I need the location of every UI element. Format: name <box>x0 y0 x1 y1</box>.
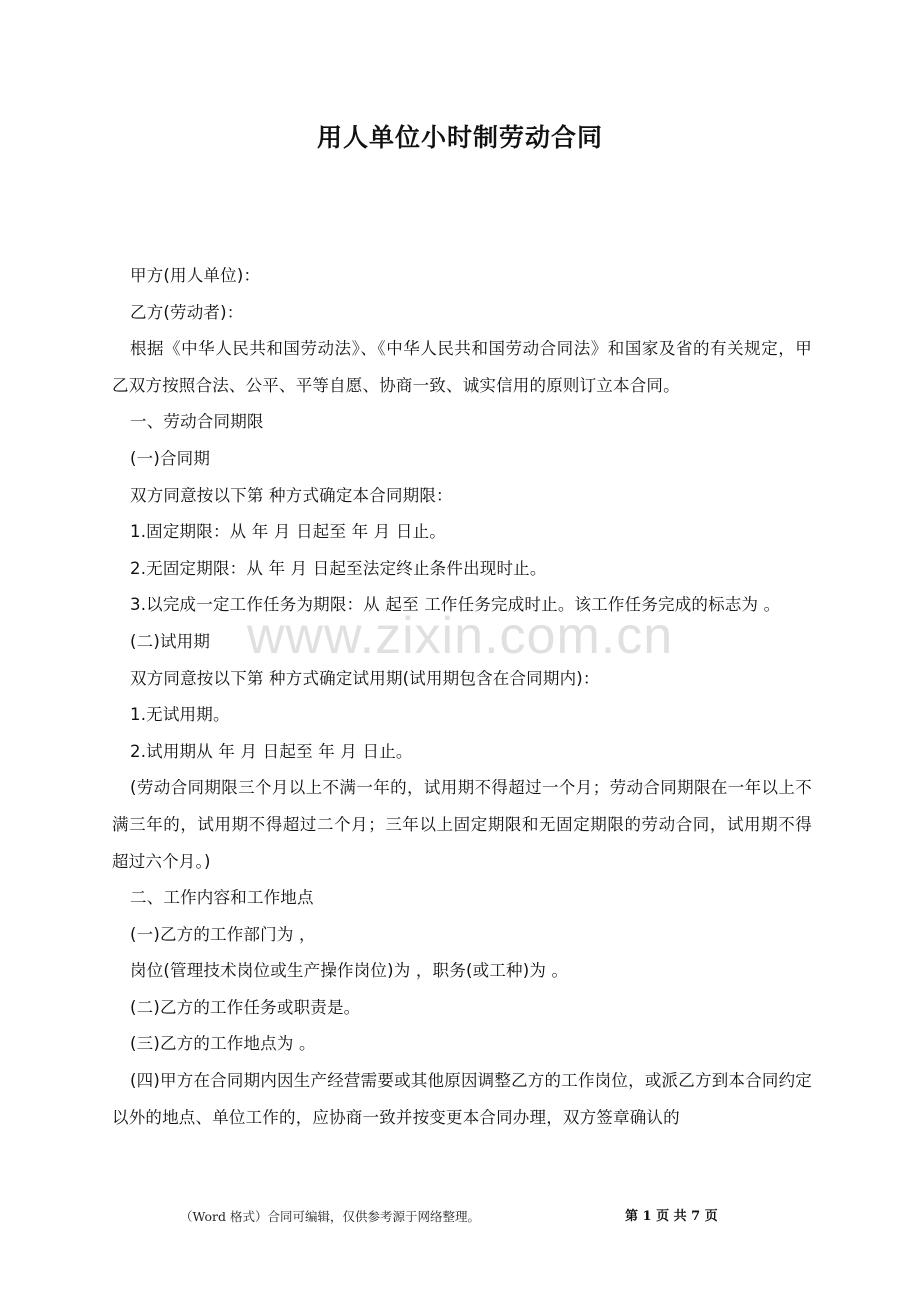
list-item: 3.以完成一定工作任务为期限：从 起至 工作任务完成时止。该工作任务完成的标志为 。 <box>130 595 781 615</box>
paragraph: 乙方(劳动者)： <box>130 302 244 322</box>
document-title: 用人单位小时制劳动合同 <box>316 123 603 152</box>
section-heading: 二、工作内容和工作地点 <box>130 888 314 908</box>
paragraph: 岗位(管理技术岗位或生产操作岗位)为 ，职务(或工种)为 。 <box>130 961 569 981</box>
footer-note: （Word 格式）合同可编辑，仅供参考源于网络整理。 <box>180 1209 480 1224</box>
subsection-heading: (一)合同期 <box>130 448 211 468</box>
page-indicator: 第 1 页 共 7 页 <box>625 1209 718 1224</box>
paragraph: 双方同意按以下第 种方式确定本合同期限： <box>130 485 453 505</box>
paragraph: 双方同意按以下第 种方式确定试用期(试用期包含在合同期内)： <box>130 668 600 688</box>
list-item: 2.试用期从 年 月 日起至 年 月 日止。 <box>130 741 413 761</box>
subsection-item: (三)乙方的工作地点为 。 <box>130 1034 316 1054</box>
subsection-item: (二)乙方的工作任务或职责是。 <box>130 997 361 1017</box>
list-item: 1.无试用期。 <box>130 705 230 725</box>
section-heading: 一、劳动合同期限 <box>130 412 264 432</box>
document-body <box>112 258 812 1136</box>
note-paragraph: (劳动合同期限三个月以上不满一年的，试用期不得超过一个月；劳动合同期限在一年以上不满三年的，试用期不得超过二个月；三年以上固定期限和无固定期限的劳动合同，试用期不得超过六个月。) <box>112 778 812 871</box>
list-item: 2.无固定期限：从 年 月 日起至法定终止条件出现时止。 <box>130 558 547 578</box>
subsection-item: (四)甲方在合同期内因生产经营需要或其他原因调整乙方的工作岗位，或派乙方到本合同约定以外的地点、单位工作的，应协商一致并按变更本合同办理，双方签章确认的 <box>112 1071 812 1127</box>
list-item: 1.固定期限：从 年 月 日起至 年 月 日止。 <box>130 522 447 542</box>
watermark: www.zixin.com.cn <box>246 607 674 665</box>
paragraph: 根据《中华人民共和国劳动法》、《中华人民共和国劳动合同法》和国家及省的有关规定，甲乙双方按照合法、公平、平等自愿、协商一致、诚实信用的原则订立本合同。 <box>112 339 812 395</box>
subsection-heading: (二)试用期 <box>130 631 211 651</box>
subsection-item: (一)乙方的工作部门为 ， <box>130 924 316 944</box>
paragraph: 甲方(用人单位)： <box>130 266 261 285</box>
